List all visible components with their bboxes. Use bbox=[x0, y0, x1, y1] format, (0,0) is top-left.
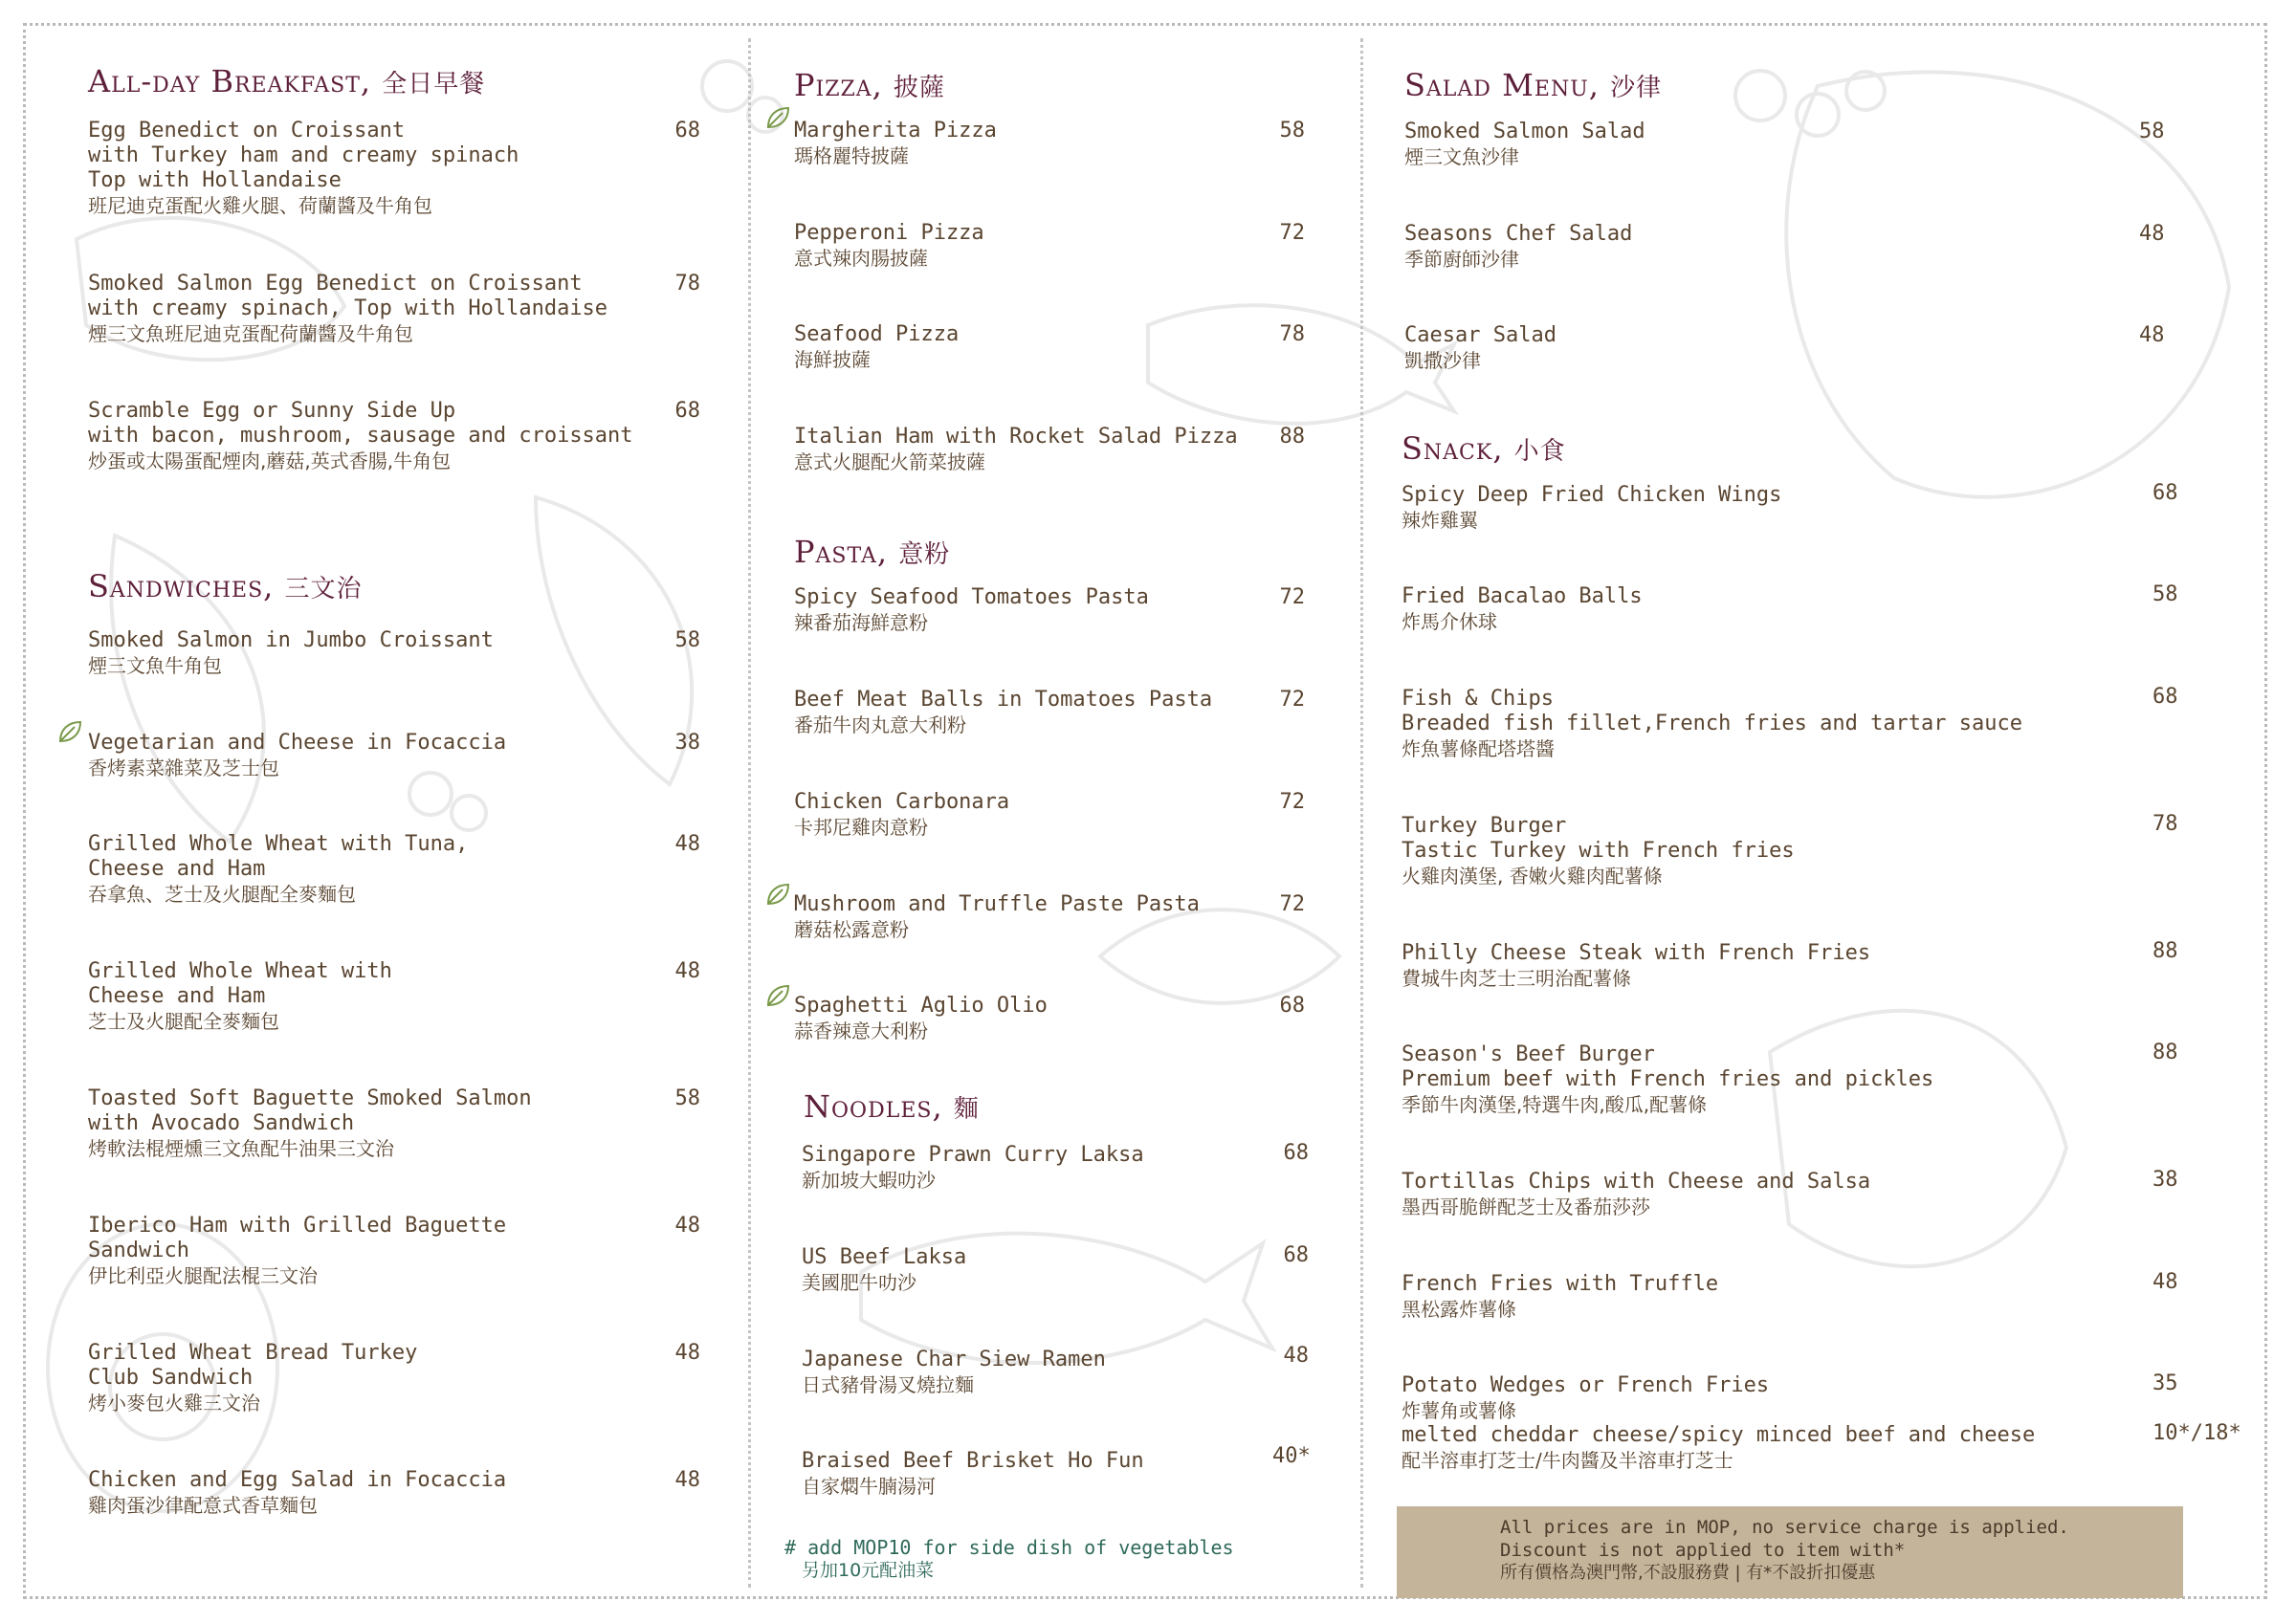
vegetarian-leaf-icon bbox=[765, 983, 790, 1008]
menu-item bbox=[802, 1449, 1144, 1499]
menu-item bbox=[794, 425, 1238, 474]
menu-item bbox=[88, 1468, 506, 1518]
item-price: 88 bbox=[1279, 425, 1305, 449]
item-name: Chicken and Egg Salad in Focaccia bbox=[88, 1468, 507, 1492]
menu-item bbox=[1402, 584, 1643, 634]
item-name: Fried Bacalao Balls bbox=[1402, 584, 1643, 608]
menu-item bbox=[88, 119, 519, 218]
menu-item bbox=[1404, 323, 1556, 373]
item-desc: with creamy spinach, Top with Hollandaise bbox=[88, 296, 608, 320]
item-price: 48 bbox=[674, 1214, 700, 1238]
item-name: Beef Meat Balls in Tomatoes Pasta bbox=[794, 688, 1213, 712]
item-name-zh: 班尼迪克蛋配火雞火腿、荷蘭醬及牛角包 bbox=[88, 194, 432, 217]
item-price: 68 bbox=[674, 399, 700, 423]
item-name-zh: 烤小麥包火雞三文治 bbox=[88, 1392, 260, 1415]
section-title-zh: 小食 bbox=[1513, 437, 1566, 466]
item-name-zh: 辣炸雞翼 bbox=[1402, 509, 1478, 532]
item-name-zh: 辣番茄海鮮意粉 bbox=[794, 611, 928, 634]
menu-item bbox=[88, 399, 633, 473]
item-price: 48 bbox=[674, 1468, 700, 1492]
menu-item bbox=[802, 1245, 966, 1295]
item-name-zh: 季節廚師沙律 bbox=[1404, 248, 1519, 271]
section-title-en: Salad Menu, bbox=[1404, 67, 1600, 103]
item-name: Spicy Deep Fried Chicken Wings bbox=[1402, 483, 1782, 507]
item-name: French Fries with Truffle bbox=[1402, 1272, 1719, 1296]
item-name: Braised Beef Brisket Ho Fun bbox=[802, 1449, 1144, 1473]
vegetarian-leaf-icon bbox=[765, 882, 790, 907]
item-name-zh: 火雞肉漢堡, 香嫩火雞肉配薯條 bbox=[1402, 865, 1663, 888]
side-dish-note bbox=[784, 1536, 1234, 1582]
item-desc: Cheese and Ham bbox=[88, 857, 266, 881]
menu-item bbox=[1402, 814, 1795, 888]
section-title-snack bbox=[1402, 430, 1566, 467]
item-name: Smoked Salmon in Jumbo Croissant bbox=[88, 628, 494, 652]
item-name-zh: 瑪格麗特披薩 bbox=[794, 144, 909, 167]
item-price: 48 bbox=[674, 1341, 700, 1365]
item-price: 48 bbox=[674, 959, 700, 983]
item-name: Vegetarian and Cheese in Focaccia bbox=[88, 731, 507, 755]
section-title-en: Pasta, bbox=[794, 534, 889, 570]
menu-item bbox=[794, 322, 959, 372]
item-price: 68 bbox=[2152, 481, 2178, 505]
menu-item bbox=[1402, 1272, 1718, 1322]
item-name: Seasons Chef Salad bbox=[1404, 222, 1633, 246]
menu-item bbox=[794, 221, 984, 271]
item-name-zh: 煙三文魚班尼迪克蛋配荷蘭醬及牛角包 bbox=[88, 322, 413, 345]
item-price: 48 bbox=[1283, 1344, 1309, 1368]
menu-item bbox=[794, 119, 997, 168]
menu-item bbox=[1404, 120, 1645, 169]
item-price: 48 bbox=[2152, 1270, 2178, 1294]
section-title-zh: 意粉 bbox=[898, 540, 951, 569]
item-name-zh: 季節牛肉漢堡,特選牛肉,酸瓜,配薯條 bbox=[1402, 1093, 1708, 1116]
item-name: Season's Beef Burger bbox=[1402, 1042, 1655, 1066]
section-title-zh: 披薩 bbox=[894, 74, 946, 102]
menu-item bbox=[88, 628, 494, 678]
item-name-zh: 卡邦尼雞肉意粉 bbox=[794, 816, 928, 839]
section-title-breakfast bbox=[88, 63, 485, 99]
item-name: Seafood Pizza bbox=[794, 322, 960, 346]
section-title-zh: 三文治 bbox=[284, 575, 363, 603]
item-name: Fish & Chips bbox=[1402, 687, 1554, 711]
vegetarian-leaf-icon bbox=[57, 719, 82, 744]
menu-item bbox=[88, 1086, 532, 1161]
item-price: 48 bbox=[674, 832, 700, 856]
item-name: Egg Benedict on Croissant bbox=[88, 119, 406, 143]
menu-item bbox=[88, 731, 506, 780]
item-price: 48 bbox=[2139, 323, 2165, 347]
item-name-zh: 蒜香辣意大利粉 bbox=[794, 1020, 928, 1042]
item-desc: Breaded fish fillet,French fries and tartar sauce bbox=[1402, 712, 2023, 735]
item-price: 58 bbox=[674, 628, 700, 652]
section-title-pasta bbox=[794, 534, 950, 570]
item-name: Spaghetti Aglio Olio bbox=[794, 994, 1048, 1018]
item-name: Grilled Wheat Bread Turkey bbox=[88, 1341, 418, 1365]
item-name: Singapore Prawn Curry Laksa bbox=[802, 1143, 1144, 1167]
item-name-zh: 海鮮披薩 bbox=[794, 348, 871, 371]
item-price: 58 bbox=[1279, 119, 1305, 143]
item-price: 88 bbox=[2152, 1041, 2178, 1064]
item-name-zh: 吞拿魚、芝士及火腿配全麥麵包 bbox=[88, 883, 356, 906]
item-name: Grilled Whole Wheat with Tuna, bbox=[88, 832, 469, 856]
menu-item bbox=[88, 1214, 506, 1288]
item-desc: Cheese and Ham bbox=[88, 984, 266, 1008]
item-name-zh: 炸馬介休球 bbox=[1402, 610, 1497, 633]
item-price: 58 bbox=[2152, 582, 2178, 606]
notice-line-1: All prices are in MOP, no service charge is applied. bbox=[1500, 1517, 2069, 1538]
item-name-zh: 炒蛋或太陽蛋配煙肉,蘑菇,英式香腸,牛角包 bbox=[88, 450, 452, 472]
menu-item bbox=[88, 959, 392, 1034]
item-name-zh: 雞肉蛋沙律配意式香草麵包 bbox=[88, 1494, 318, 1517]
menu-item bbox=[794, 790, 1009, 840]
item-price: 78 bbox=[674, 272, 700, 296]
item-desc: Tastic Turkey with French fries bbox=[1402, 839, 1795, 863]
menu-item bbox=[1402, 1042, 1933, 1117]
item-addon-zh: 配半溶車打芝士/牛肉醬及半溶車打芝士 bbox=[1402, 1449, 1733, 1472]
item-name-zh: 烤軟法棍煙燻三文魚配牛油果三文治 bbox=[88, 1137, 394, 1160]
item-price: 58 bbox=[674, 1086, 700, 1110]
item-price: 72 bbox=[1279, 790, 1305, 814]
item-addon-price: 10*/18* bbox=[2152, 1421, 2241, 1445]
item-desc: Top with Hollandaise bbox=[88, 168, 342, 192]
item-price: 68 bbox=[2152, 685, 2178, 709]
menu-item bbox=[794, 585, 1149, 635]
item-price: 88 bbox=[2152, 939, 2178, 963]
item-price: 68 bbox=[674, 119, 700, 143]
section-title-en: Snack, bbox=[1402, 430, 1504, 467]
item-price: 78 bbox=[2152, 812, 2178, 836]
item-name-zh: 日式豬骨湯叉燒拉麵 bbox=[802, 1373, 974, 1396]
item-name: Pepperoni Pizza bbox=[794, 221, 984, 245]
item-name: Japanese Char Siew Ramen bbox=[802, 1348, 1106, 1371]
item-price: 78 bbox=[1279, 322, 1305, 346]
menu-item bbox=[88, 1341, 417, 1415]
item-name-zh: 意式辣肉腸披薩 bbox=[794, 247, 928, 270]
menu-item bbox=[88, 272, 607, 346]
menu-item bbox=[1402, 687, 2022, 761]
section-title-sandwiches bbox=[88, 568, 363, 604]
item-name-zh: 煙三文魚牛角包 bbox=[88, 654, 222, 677]
item-name: Scramble Egg or Sunny Side Up bbox=[88, 399, 456, 423]
menu-item bbox=[1402, 1373, 2035, 1473]
item-price: 58 bbox=[2139, 120, 2165, 143]
item-price: 68 bbox=[1283, 1141, 1309, 1165]
section-title-zh: 沙律 bbox=[1610, 74, 1663, 102]
item-name-zh: 蘑菇松露意粉 bbox=[794, 918, 909, 941]
item-name: Philly Cheese Steak with French Fries bbox=[1402, 941, 1871, 965]
menu-item bbox=[1402, 1170, 1870, 1219]
section-title-en: Pizza, bbox=[794, 67, 883, 103]
item-desc: Sandwich bbox=[88, 1239, 189, 1262]
menu-item bbox=[1402, 483, 1781, 533]
item-name-zh: 自家燜牛腩湯河 bbox=[802, 1475, 936, 1498]
section-title-en: All-day Breakfast, bbox=[88, 63, 372, 99]
note-en: # add MOP10 for side dish of vegetables bbox=[784, 1536, 1234, 1559]
section-title-zh: 麵 bbox=[953, 1095, 980, 1124]
item-price: 72 bbox=[1279, 688, 1305, 712]
section-title-en: Sandwiches, bbox=[88, 568, 275, 604]
item-price: 68 bbox=[1283, 1243, 1309, 1267]
column-divider-2 bbox=[1360, 38, 1363, 1588]
item-name-zh: 香烤素菜雜菜及芝士包 bbox=[88, 757, 279, 779]
menu-item bbox=[794, 892, 1200, 942]
item-desc: with Avocado Sandwich bbox=[88, 1111, 355, 1135]
item-price: 38 bbox=[674, 731, 700, 755]
item-name-zh: 黑松露炸薯條 bbox=[1402, 1298, 1516, 1321]
item-name: Tortillas Chips with Cheese and Salsa bbox=[1402, 1170, 1871, 1194]
item-price: 72 bbox=[1279, 221, 1305, 245]
menu-item bbox=[802, 1348, 1106, 1397]
section-title-en: Noodles, bbox=[804, 1088, 943, 1125]
item-name-zh: 炸魚薯條配塔塔醬 bbox=[1402, 737, 1555, 760]
item-name-zh: 煙三文魚沙律 bbox=[1404, 145, 1519, 168]
item-name: US Beef Laksa bbox=[802, 1245, 967, 1269]
menu-item bbox=[88, 832, 468, 907]
menu-item bbox=[802, 1143, 1144, 1193]
item-desc: with Turkey ham and creamy spinach bbox=[88, 143, 519, 167]
item-name-zh: 意式火腿配火箭菜披薩 bbox=[794, 450, 985, 473]
item-desc: Club Sandwich bbox=[88, 1366, 254, 1390]
item-price: 72 bbox=[1279, 585, 1305, 609]
section-title-salad bbox=[1404, 67, 1662, 103]
column-divider-1 bbox=[748, 38, 751, 1588]
item-name: Smoked Salmon Salad bbox=[1404, 120, 1645, 143]
item-name-zh: 番茄牛肉丸意大利粉 bbox=[794, 713, 966, 736]
item-name-zh: 芝士及火腿配全麥麵包 bbox=[88, 1010, 279, 1033]
item-name: Turkey Burger bbox=[1402, 814, 1567, 838]
note-zh: 另加10元配油菜 bbox=[802, 1560, 935, 1581]
item-price: 48 bbox=[2139, 222, 2165, 246]
item-name: Toasted Soft Baguette Smoked Salmon bbox=[88, 1086, 532, 1110]
item-price: 35 bbox=[2152, 1371, 2178, 1395]
menu-item bbox=[794, 688, 1212, 737]
item-name-zh: 炸薯角或薯條 bbox=[1402, 1399, 1516, 1422]
section-title-noodles bbox=[804, 1088, 980, 1125]
price-notice-box bbox=[1397, 1506, 2183, 1598]
item-name: Potato Wedges or French Fries bbox=[1402, 1373, 1770, 1397]
vegetarian-leaf-icon bbox=[765, 105, 790, 130]
item-desc: with bacon, mushroom, sausage and croissant bbox=[88, 424, 633, 448]
menu-item bbox=[1404, 222, 1632, 272]
item-name: Mushroom and Truffle Paste Pasta bbox=[794, 892, 1200, 916]
item-name-zh: 美國肥牛叻沙 bbox=[802, 1271, 916, 1294]
item-addon: melted cheddar cheese/spicy minced beef and cheese bbox=[1402, 1423, 2036, 1447]
item-name: Italian Ham with Rocket Salad Pizza bbox=[794, 425, 1238, 449]
item-name-zh: 費城牛肉芝士三明治配薯條 bbox=[1402, 967, 1631, 990]
item-name: Iberico Ham with Grilled Baguette bbox=[88, 1214, 507, 1238]
item-price: 38 bbox=[2152, 1168, 2178, 1192]
item-price: 68 bbox=[1279, 994, 1305, 1018]
item-name: Grilled Whole Wheat with bbox=[88, 959, 392, 983]
item-name: Spicy Seafood Tomatoes Pasta bbox=[794, 585, 1149, 609]
menu-item bbox=[794, 994, 1048, 1043]
notice-line-2: Discount is not applied to item with* bbox=[1500, 1540, 1906, 1561]
item-name-zh: 凱撒沙律 bbox=[1404, 349, 1481, 372]
item-name-zh: 新加坡大蝦叻沙 bbox=[802, 1169, 936, 1192]
item-name: Margherita Pizza bbox=[794, 119, 997, 143]
item-name-zh: 伊比利亞火腿配法棍三文治 bbox=[88, 1264, 318, 1287]
section-title-pizza bbox=[794, 67, 945, 103]
menu-item bbox=[1402, 941, 1870, 991]
notice-line-3: 所有價格為澳門幣,不設服務費 | 有*不設折扣優惠 bbox=[1500, 1563, 1876, 1583]
item-name: Caesar Salad bbox=[1404, 323, 1556, 347]
item-name-zh: 墨西哥脆餅配芝士及番茄莎莎 bbox=[1402, 1195, 1650, 1218]
item-name: Chicken Carbonara bbox=[794, 790, 1010, 814]
section-title-zh: 全日早餐 bbox=[382, 70, 486, 99]
item-desc: Premium beef with French fries and pickles bbox=[1402, 1067, 1934, 1091]
item-price: 72 bbox=[1279, 892, 1305, 916]
item-name: Smoked Salmon Egg Benedict on Croissant bbox=[88, 272, 583, 296]
item-price: 40* bbox=[1272, 1444, 1311, 1468]
